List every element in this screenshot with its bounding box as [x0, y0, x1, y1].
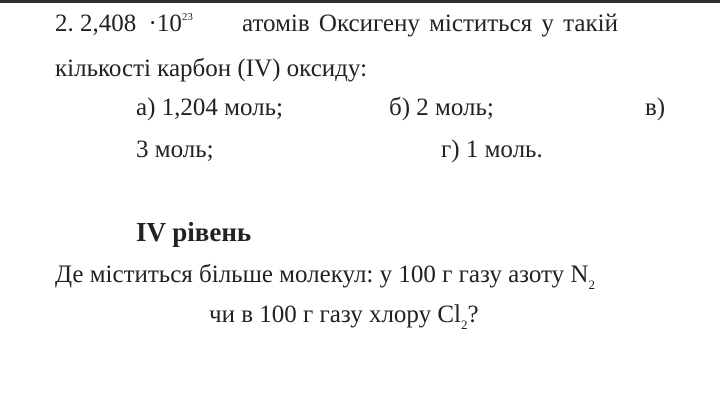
question2-line1 — [55, 9, 193, 43]
top-edge-strip — [0, 0, 720, 3]
exponent: 23 — [181, 11, 193, 23]
question2-line1-text: атомів Оксигену міститься у такій — [242, 10, 618, 37]
chlorine-subscript: 2 — [460, 317, 468, 332]
nitrogen-subscript: 2 — [588, 277, 595, 292]
times-ten: ·10 — [148, 10, 182, 37]
level-heading: IV рівень — [136, 217, 252, 247]
level4-line1 — [55, 260, 595, 293]
level4-line2 — [209, 300, 479, 333]
coefficient: 2,408 — [80, 10, 137, 37]
option-g: г) 1 моль. — [441, 136, 543, 163]
option-b: б) 2 моль; — [389, 94, 494, 121]
question-mark: ? — [467, 301, 479, 328]
level4-line1-text: Де міститься більше молекул: у 100 г газу азоту N — [55, 261, 589, 288]
option-v-value: 3 моль; — [136, 136, 214, 163]
question-number: 2. — [55, 10, 74, 37]
option-a: а) 1,204 моль; — [136, 94, 283, 121]
option-v-label: в) — [645, 94, 666, 121]
question2-line2: кількості карбон (IV) оксиду: — [55, 55, 368, 82]
level4-line2-text: чи в 100 г газу хлору Cl — [209, 301, 461, 328]
